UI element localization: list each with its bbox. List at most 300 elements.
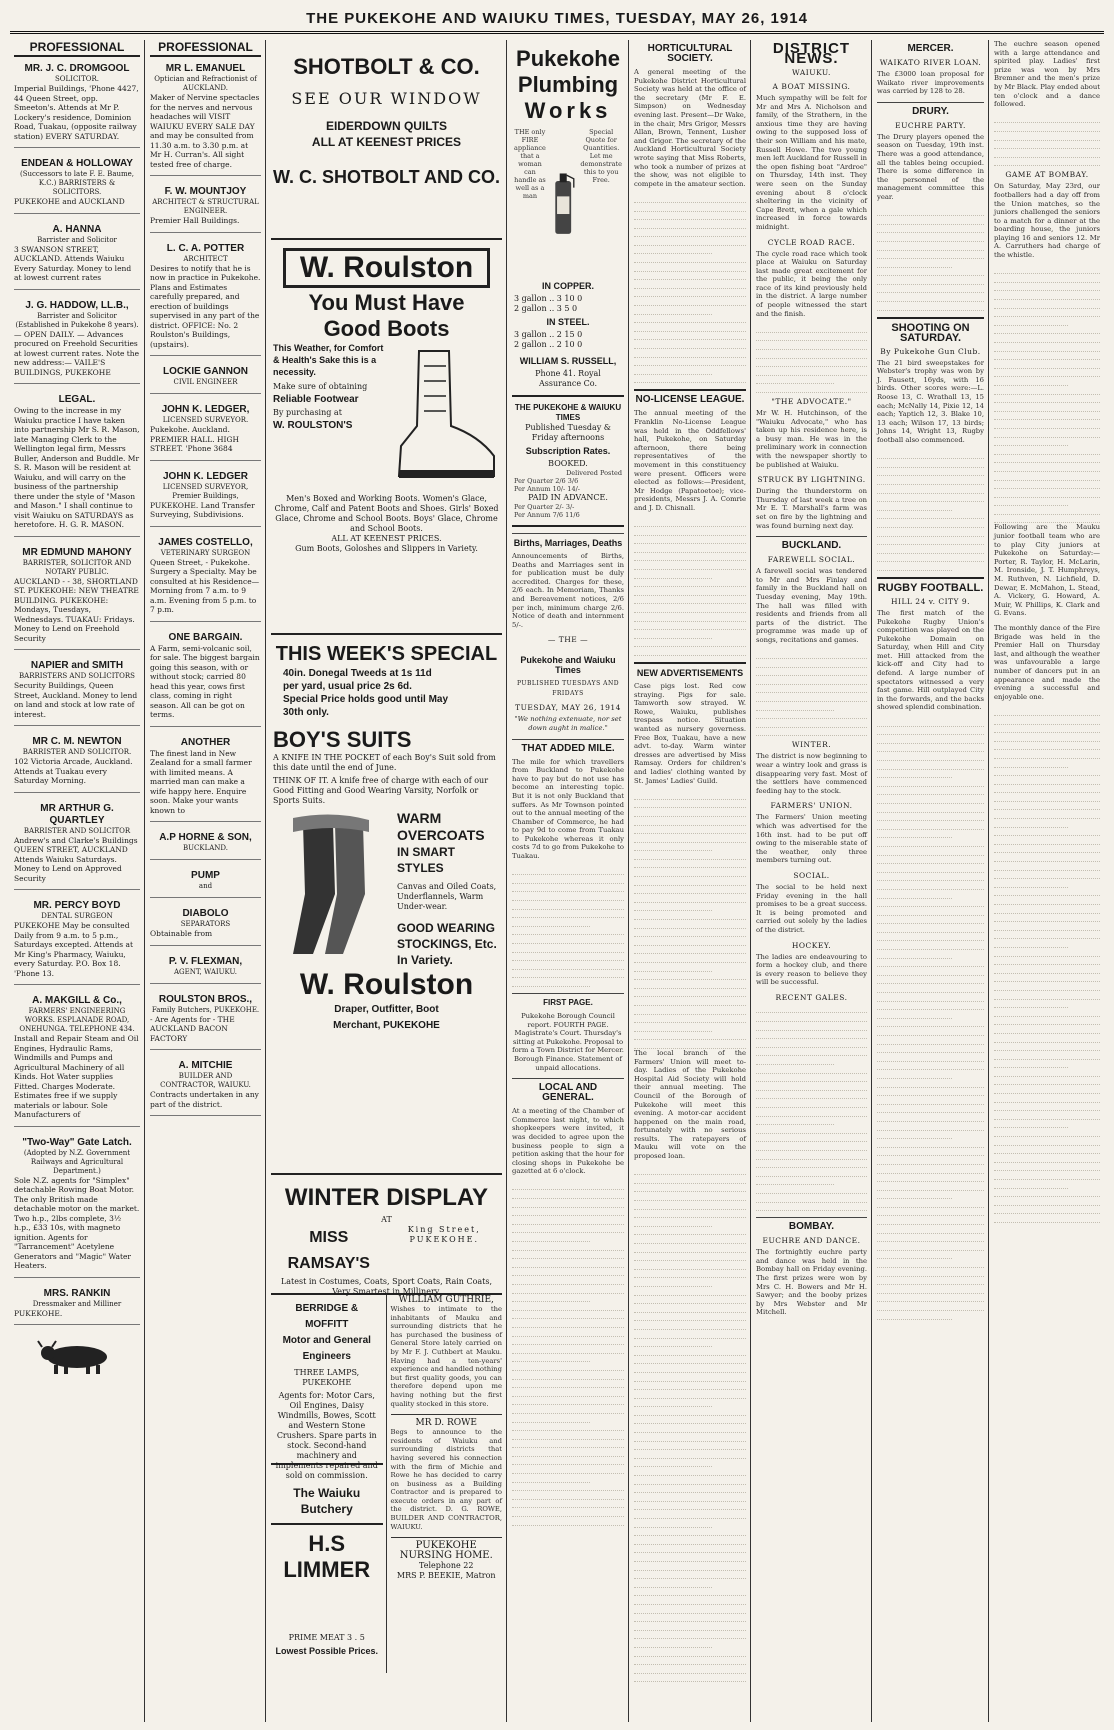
boat-heading: A BOAT MISSING. [772,82,851,91]
text-line [877,528,984,537]
winter-title: WINTER DISPLAY [284,1184,489,1211]
text-line [994,836,1100,845]
text-line [877,268,984,277]
text-line [756,1039,867,1048]
text-line [634,587,746,596]
text-line [994,785,1100,794]
text-line [756,1185,867,1194]
text-line [994,1025,1100,1034]
text-line [634,920,746,929]
text-line [877,1053,984,1062]
paper-date: TUESDAY, MAY 26, 1914 [515,703,621,713]
text-line [634,561,746,570]
special-line3: Special Price holds good until May [283,694,449,705]
column-horticultural [630,40,751,1722]
text-line [994,853,1100,862]
card-sub: BARRISTER AND SOLICITOR [23,826,131,835]
text-line [994,1206,1100,1215]
text-line [994,429,1100,438]
text-line [994,845,1100,854]
card-body: Maker of Nervine spectacles for the nerves and nervous headaches will VISIT WAIUKU EVERY SALE DAY and may be consulted from 11.30 a.m. to 3.30 p.m. at Mr H. Curran's. All sight tested free of charge. [150,93,260,169]
text-line [512,970,624,979]
nursing-tel: Telephone 22 [419,1561,474,1571]
card-name: MR EDMUND MAHONY [22,546,132,558]
text-line [634,817,746,826]
rugby-heading: RUGBY FOOTBALL. [877,577,984,593]
local-general-body: At a meeting of the Chamber of Commerce last night, to which shopkeepers were invited, it was decided to agree upon the business people to sign a petition asking that the hour for closing shops in Pukekohe be gazetted at 6 o'clock. [512,1107,624,1176]
text-line [512,1311,624,1320]
text-line [512,1182,624,1191]
card-name: A. MITCHIE [178,1060,233,1071]
text-line [512,978,590,987]
text-line [994,776,1100,785]
card-sub: BARRISTER, SOLICITOR AND NOTARY PUBLIC. [22,558,132,576]
text-line [634,1253,746,1262]
text-line [994,759,1068,768]
winter-at: AT [381,1215,392,1224]
text-line [634,791,746,800]
text-line [634,527,746,536]
text-line [512,1302,624,1311]
text-line [512,1319,624,1328]
text-line [877,847,984,856]
text-line [634,1485,746,1494]
roulston-headline2: Good Boots [323,316,450,341]
text-line [634,570,712,579]
text-line [634,1382,746,1391]
text-line [994,386,1100,395]
text-line [877,941,984,950]
text-line [994,360,1100,369]
text-line [877,838,984,847]
text-line [877,1251,952,1260]
professional-card [14,803,140,891]
card-name: MR. J. C. DROMGOOL [24,63,130,74]
card-name: "Two-Way" Gate Latch. [22,1136,132,1148]
text-line [756,1194,867,1203]
text-line [634,349,746,358]
text-line [634,1296,746,1305]
text-line [512,1517,624,1526]
card-body: Obtainable from [150,929,213,938]
text-line [634,1347,746,1356]
professional-card [150,737,261,823]
text-line [994,506,1100,515]
text-line [994,793,1100,802]
roulston-headline1: You Must Have [308,290,465,315]
text-line [634,1023,712,1032]
nursing-mrs: MRS P. BEEKIE, Matron [396,1571,496,1581]
text-line [634,1519,712,1528]
text-line [512,1268,624,1277]
text-line [634,1562,746,1571]
card-name: PUMP [191,870,220,881]
boys-knife: A KNIFE IN THE POCKET of each Boy's Suit sold from this date until the end of June. [273,753,496,772]
text-line [512,1474,590,1483]
first-page-title: FIRST PAGE. [512,993,624,1008]
text-line [512,910,624,919]
text-line [877,1113,984,1122]
text-line [994,1189,1100,1198]
shooting-heading: SHOOTING ON SATURDAY. [877,317,984,343]
text-line [994,420,1100,429]
plumbing-phone: Phone 41. Royal Assurance Co. [535,369,601,388]
text-line [877,1199,984,1208]
text-line [634,613,746,622]
text-line [994,455,1100,464]
card-sub: (Adopted by N.Z. Government Railways and Agricultural Department.) [23,1148,131,1175]
text-line [756,367,867,376]
berridge-lamps: THREE LAMPS, PUKEKOHE [294,1368,360,1387]
text-line [756,1134,867,1143]
game-bombay-body: On Saturday, May 23rd, our footballers had a day off from the Union matches, so the juniors challenged the seniors to a match for a dinner at the boarding house, the juniors playing 16 and seniors 12. Mr A. Carruthers had charge of the whistle. [994,182,1100,260]
times-q: Per Quarter 2/6 3/6 [514,477,579,485]
text-line [634,911,746,920]
text-line [994,716,1100,725]
text-line [994,914,1100,923]
text-line [994,879,1068,888]
times-booked: BOOKED. [548,459,588,468]
text-line [877,1019,984,1028]
text-line [634,237,746,246]
text-line [877,735,984,744]
professional-card [150,243,261,357]
text-line [877,216,984,225]
text-line [994,1103,1100,1112]
text-line [634,1192,746,1201]
text-line [634,1545,746,1554]
text-line [512,1337,624,1346]
text-line [634,254,746,263]
text-line [994,1128,1100,1137]
hill-city-heading: HILL 24 v. CITY 9. [890,596,971,606]
fire-extinguisher-icon [550,128,576,278]
horti-body: A general meeting of the Pukekohe District Horticultural Society was held at the office of the secretary (Mr F. E. Simpson) on Wednesday evening last. Present—Dr Wake, in the chair, Mrs Grigor, Messrs Allan, Brown, Tennent, Lusher and Grigor. The secretary of the Auckland Horticultural Society wrote saying that Miss Roberts, who took a number of prizes at the show, was not eligible to compete in the amateur section. [634,68,746,188]
births-body: Announcements of Births, Deaths and Marriages sent in for publication must be duly accredited. Charges for these, 2/6 each. In Memoriam, Thanks and Bereavement notices, 2/6 per inch, minimum charge 2/6. Notice of death and internment 5/-. [512,552,624,629]
hockey-body: The ladies are endeavouring to form a hockey club, and there is every reason to believe they will be successful. [756,952,867,987]
card-name: JAMES COSTELLO, [158,536,253,548]
text-line [512,1380,624,1389]
text-line [634,903,712,912]
text-line [512,1423,624,1432]
berridge-sub: Motor and General Engineers [282,1335,371,1362]
text-line [877,1010,952,1019]
section-header: PROFESSIONAL [14,40,140,57]
game-bombay-heading: GAME AT BOMBAY. [1005,170,1089,180]
text-line [877,1208,984,1217]
winter-heading: WINTER. [791,740,832,750]
professional-card [14,63,140,148]
text-line [512,1431,624,1440]
farewell-body: A farewell social was tendered to Mr and Mrs Finlay and family in the Buckland hall on Tuesday evening, May 19th. The hall was filled with residents and friends from all parts of the district. The programme was made up of songs, recitations and games. [756,567,867,644]
text-line [634,1614,746,1623]
card-name: MR. PERCY BOYD [33,900,121,911]
text-line [756,685,867,694]
nolicense-body: The annual meeting of the Franklin No-License League was held in the Oddfellows' hall, Pukekohe, on Saturday afternoon, there being representatives of the movement in this constituency were present. Officers were elected as follows:—President, Mr Hodge (Papatoetoe); vice-presidents, Messrs J. A. Comrie and J. D. Chisnall. [634,409,746,512]
text-line [877,950,952,959]
times-q2: Per Quarter 2/- 3/- [514,503,575,511]
paper-sep: — THE — [547,635,589,645]
roulston-list: Men's Boxed and Working Boots. Women's Glace, Chrome, Calf and Patent Boots and Shoes. Girls' Boxed Glace, Chrome and School Boots. Boys' Glace, Chrome and School Boots. [274,494,499,533]
text-line [634,366,712,375]
mauku-team-body: Following are the Mauku junior football team who are to play City juniors at Pukekohe on Saturday:—Porter, R. Taylor, H. McLarin, M. Ironside, J. T. Humphreys, M. Ruthven, N. Lichfield, D. Dewar, E. McMahon, L. Stead, A. Vickery, G. Howard, A. Muir, W. Phillips, K. Clark and G. Evans. [994,523,1100,618]
text-line [994,1120,1068,1129]
guthrie-body: Wishes to intimate to the inhabitants of Mauku and surrounding districts that he has purchased the business of General Store lately carried on by Mr F. J. Cuthbert at Mauku. Having had a ten-years' experience and handled nothing but first quality goods, you can therefore depend upon me having nothing but the first quality stocked in this store. [390,1305,502,1408]
text-line [756,1065,867,1074]
text-line [994,1043,1100,1052]
times-pub: Published Tuesday & Friday afternoons [525,423,611,442]
text-line [877,873,984,882]
text-line [634,536,746,545]
text-line [756,376,834,385]
card-name: ROULSTON BROS., [158,993,253,1005]
new-ads-title: NEW ADVERTISEMENTS [634,662,746,678]
warm-overcoats: WARM OVERCOATS [397,810,485,843]
roulston-obtain: Make sure of obtaining [273,382,368,391]
text-line [877,761,984,770]
text-line [634,1536,746,1545]
steel-price-2: 2 gallon .. 2 10 0 [514,340,583,349]
text-line [994,982,1100,991]
card-name: MR ARTHUR G. QUARTLEY [40,802,114,826]
text-line [512,1345,624,1354]
roulston-merchant: Merchant, PUKEKOHE [333,1020,440,1031]
card-body: PUKEKOHE May be consulted Daily from 9 a.m. to 5 p.m., Saturdays excepted. Attends at Mr King's Pharmacy, Waiuku, every Saturday. P.O. Box 18. 'Phone 13. [14,921,134,978]
text-line [634,263,746,272]
text-line [877,208,984,217]
text-line [877,1045,984,1054]
births-title: Births, Marriages, Deaths [512,533,624,548]
text-line [634,1433,746,1442]
plumbing-title-2: Plumbing [517,72,619,97]
card-sub: SEPARATORS [180,920,231,928]
limmer-lowest: Lowest Possible Prices. [275,1646,379,1656]
text-line [634,1579,712,1588]
card-body: Imperial Buildings, 'Phone 4427, 44 Queen Street, opp. Smeeton's. Attends at Mr P. Lockery's residence, Dominion Road, Tuakau, (opposite railway station) EVERY SATURDAY. [14,84,139,141]
text-line [634,954,746,963]
text-line [634,808,746,817]
text-line [994,1154,1100,1163]
limmer-ad [271,1525,383,1665]
winter-latest: Latest in Costumes, Coats, Sport Coats, Rain Coats, Very Smartest in Millinery. [280,1277,493,1296]
professional-card [14,224,140,290]
text-line [634,972,746,981]
professional-card [150,832,261,860]
card-sub: Barrister and Solicitor [37,235,117,244]
text-line [512,953,624,962]
text-line [634,1040,746,1049]
card-sub: VETERINARY SURGEON [160,548,251,557]
text-line [877,1036,984,1045]
card-name: JOHN K. LEDGER, [161,404,250,415]
text-line [994,283,1100,292]
text-line [634,1270,746,1279]
text-line [994,888,1100,897]
text-line [756,1074,867,1083]
text-line [756,1160,867,1169]
shotbolt-sign: W. C. SHOTBOLT AND CO. [273,167,500,187]
text-line [877,225,984,234]
horti-title: HORTICULTURAL SOCIETY. [647,43,733,64]
boat-body: Much sympathy will be felt for Mr and Mrs A. Nicholson and family, of the Strathern, in the anxious time they are having owing to the supposed loss of their son William and his mate, Russell Howe. The two young men left Auckland for Russell in the open fishing boat "Ardroe" on Thursday, 14th inst. They were seen on the Sunday evening about 8 o'clock sheltering in the vicinity of Cape Brett, when a gale which increased in force towards midnight. [756,94,867,231]
text-line [634,203,746,212]
text-line [994,1171,1100,1180]
text-line [877,451,984,460]
text-line [512,944,624,953]
text-line [634,297,746,306]
card-body: The finest land in New Zealand for a small farmer with limited means. A married man can make a wife happy here. Enquire soon. Make your wants known to [150,748,252,815]
card-sub: FARMERS' ENGINEERING WORKS. ESPLANADE ROAD, ONEHUNGA. TELEPHONE 434. [19,1007,135,1033]
text-line [634,1364,746,1373]
plumbing-title-3: Works [524,98,612,123]
professional-card [14,547,140,651]
roulston-reliable: Reliable Footwear [273,394,359,405]
text-line [512,1362,624,1371]
article-body: The mile for which travellers from Buckland to Pukekohe have to pay but do not use has become an interesting topic. But it is not only Buckland that suffers. As Mr Townson pointed out to the annual meeting of the Chamber of Commerce, he had to pay 9d to come from Tuakau to Pukekohe whereas it only costs 7d to go from Pukekohe to Tuakau. [512,757,624,861]
text-line [634,1467,746,1476]
text-line [512,901,624,910]
text-line [634,1278,712,1287]
text-line [634,553,746,562]
text-line [877,1174,984,1183]
text-line [877,787,984,796]
times-subscription [512,397,624,527]
text-line [634,1201,746,1210]
drury-heading: DRURY. [877,102,984,117]
text-line [994,498,1068,507]
shotbolt-window: SEE OUR WINDOW [291,89,482,108]
roulston-prices: ALL AT KEENEST PRICES. [331,534,442,543]
text-line [634,1631,746,1640]
text-line [634,1424,746,1433]
rowe-body: Begs to announce to the residents of Waiuku and surrounding districts that having severed his connection with the firm of Michie and Rowe he has decided to carry on business as a Building Contractor and is prepared to execute orders in any part of the district. D. G. ROWE, BUILDER AND CONTRACTOR, WAIUKU. [390,1428,502,1531]
butchery-title: The Waiuku Butchery [293,1486,361,1516]
euchre-body: The fortnightly euchre party and dance was held in the Bombay hall on Friday evening. The first prizes were won by Mrs C. H. Bowers and Mr H. Sawyer; and the booby prizes by Mrs Webster and Mr Mitchell. [756,1248,867,1317]
text-line [994,862,1100,871]
text-line [994,309,1100,318]
card-name: P. V. FLEXMAN, [168,955,243,967]
farewell-heading: FAREWELL SOCIAL. [767,555,856,565]
euchre-party-body: The Drury players opened the season on Tuesday, 19th inst. There was a good attendance, all the tables being occupied. There is some difference in the personnel of the management committee this year. [877,132,984,201]
hockey-heading: HOCKEY. [791,940,832,950]
card-sub: Dressmaker and Milliner [32,1299,122,1308]
special-line2: per yard, usual price 2s 6d. [283,681,412,692]
column-advertisements [267,40,507,1722]
text-line [994,403,1100,412]
text-line [634,289,746,298]
misc-body: The local branch of the Farmers' Union will meet to-day. Ladies of the Pukekohe Hospital Aid Society will hold their annual meeting. The Council of the Borough of Pukekohe will meet this evening. A motor-car accident happened on the main road, fortunately with no serious results. The ratepayers of Mauku will vote on the proposed loan. [634,1048,746,1161]
text-line [512,935,624,944]
special-line4: 30th only. [283,707,329,718]
text-line [634,886,746,895]
text-line [994,1017,1100,1026]
copper-price-1: 3 gallon .. 3 10 0 [514,294,583,303]
text-line [634,332,746,341]
text-line [634,800,746,809]
column-professional-2 [146,40,266,1722]
text-line [877,545,984,554]
text-line [634,1648,746,1657]
column-mercer [873,40,989,1722]
text-line [994,1214,1100,1223]
rowe-title: MR D. ROWE [391,1414,503,1428]
section-header: PROFESSIONAL [150,40,261,57]
card-body: Pukekohe. Auckland. PREMIER HALL. HIGH STREET. 'Phone 3684 [150,425,240,453]
text-line [756,1117,834,1126]
special-title: THIS WEEK'S SPECIAL [275,643,498,665]
text-line [994,1146,1100,1155]
text-line [877,485,984,494]
loan-heading: WAIKATO RIVER LOAN. [879,58,982,67]
paper-motto: "We nothing extenuate, nor set down aught in malice." [514,715,622,732]
article-title: THAT ADDED MILE. [512,739,624,754]
card-name: NAPIER and SMITH [30,660,124,671]
text-line [877,1027,984,1036]
text-line [512,1388,624,1397]
text-line [634,851,746,860]
text-line [756,1142,867,1151]
text-line [634,519,746,528]
berridge-title: BERRIDGE & MOFFITT [295,1303,359,1330]
text-line [634,894,746,903]
text-line [877,459,984,468]
text-line [994,343,1100,352]
text-line [877,285,984,294]
text-line [634,1502,746,1511]
text-line [877,259,952,268]
roulston-boots-ad [271,240,502,635]
shotbolt-line1: EIDERDOWN QUILTS [325,119,448,133]
advocate-heading: "THE ADVOCATE." [771,397,852,406]
winter-body: The district is now beginning to wear a wintry look and grass is disappearing very fast. Most of the settlers have commenced feeding hay to the stock. [756,752,867,795]
text-line [756,693,867,702]
text-line [994,317,1068,326]
text-line [512,875,624,884]
text-line [634,843,712,852]
text-line [512,1457,624,1466]
text-line [756,1022,867,1031]
text-line [877,804,984,813]
card-name: MR L. EMANUEL [165,63,246,74]
card-sub: BUILDER AND CONTRACTOR, WAIUKU. [160,1072,251,1089]
text-line [994,115,1100,124]
winter-addr: King Street, PUKEKOHE. [407,1225,481,1244]
text-line [877,795,984,804]
text-line [634,1235,746,1244]
boot-icon [389,346,499,486]
text-line [877,468,984,477]
card-name: A. MAKGILL & Co., [32,995,122,1006]
card-sub: BUCKLAND. [182,844,229,852]
card-body: 102 Victoria Arcade, Auckland. Attends at Tuakau every Saturday Morning. [14,757,133,785]
plumbing-title-1: Pukekohe [516,46,620,71]
text-line [994,948,1100,957]
text-line [634,194,746,203]
waiuku-heading: WAIUKU. [792,68,831,77]
text-line [634,1210,746,1219]
text-line [994,446,1100,455]
text-line [994,1180,1068,1189]
text-line [512,1190,624,1199]
text-line [634,1416,746,1425]
berridge-agents: Agents for: Motor Cars, Oil Engines, Daisy Windmills, Bowes, Scott and Western Stone Crushers. Spare parts in stock. Second-hand machinery and implements repaired and sold on commission. [275,1391,378,1480]
text-line [877,1165,984,1174]
text-line [877,959,984,968]
farmers-body: The Farmers' Union meeting which was advertised for the 16th inst. had to be put off owing to the miserable state of the weather, only three members turning out. [756,813,867,865]
text-line [756,1091,867,1100]
text-line [994,742,1100,751]
guthrie-title: WILLIAM GUTHRIE, [398,1295,494,1305]
